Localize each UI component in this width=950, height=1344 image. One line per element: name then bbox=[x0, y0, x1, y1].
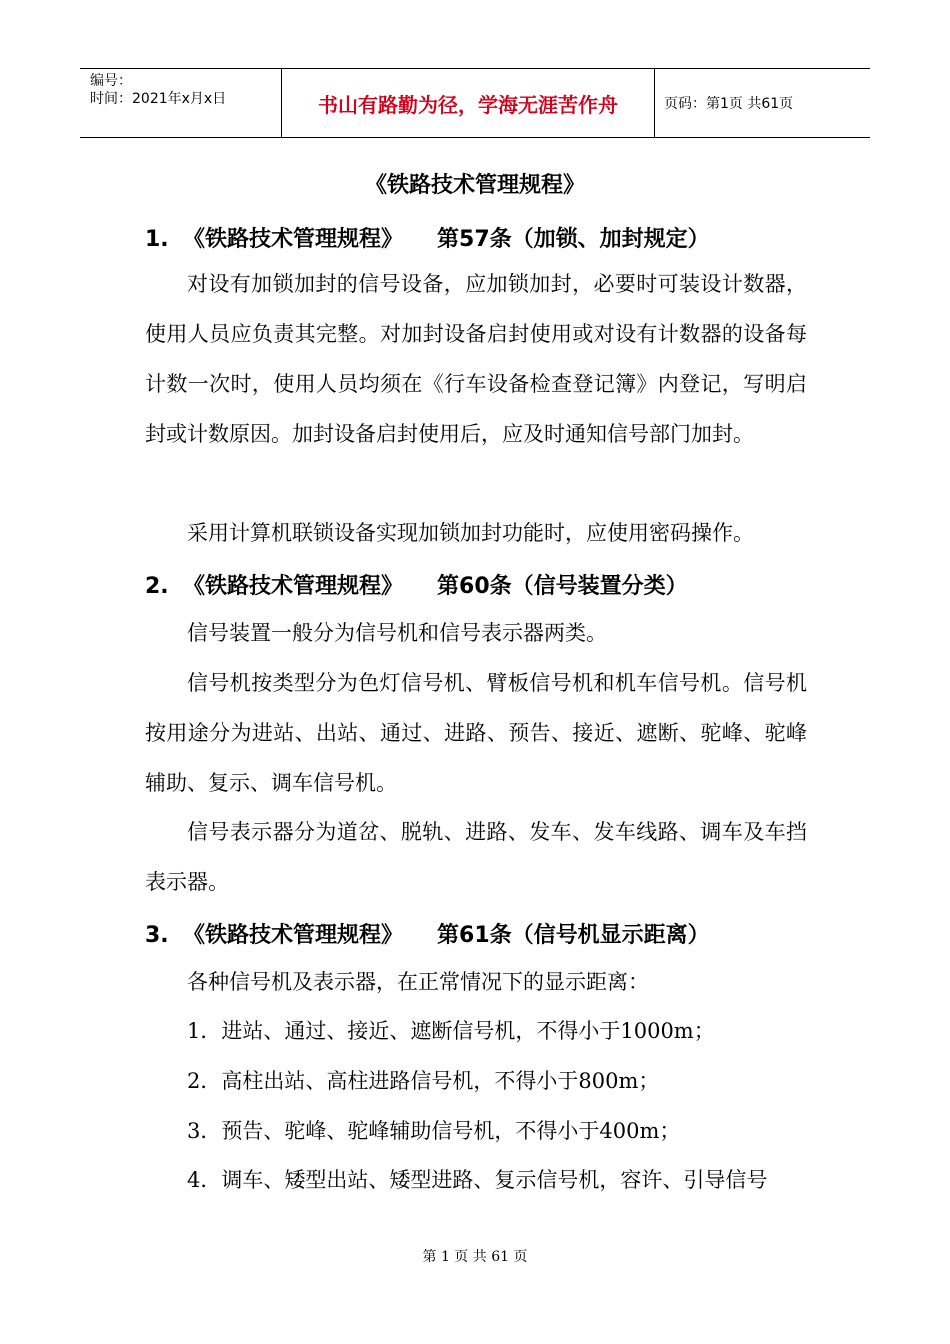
section-book-title: 《铁路技术管理规程》 bbox=[183, 923, 404, 948]
header-time-label: 时间：2021年x月x日 bbox=[90, 91, 227, 107]
section-article: 第61条（信号机显示距离） bbox=[437, 923, 710, 948]
page-footer: 第 1 页 共 61 页 bbox=[422, 1249, 528, 1265]
header-page-info: 页码：第1页 共61页 bbox=[664, 96, 794, 112]
paragraph: 对设有加锁加封的信号设备，应加锁加封，必要时可装设计数器，使用人员应负责其完整。对加封设备启封使用或对设有计数器的设备每计数一次时，使用人员均须在《行车设备检查登记簿》内登记，写明启封或计数原因。加封设备启封使用后，应及时通知信号部门加封。 bbox=[145, 272, 807, 446]
paragraph: 信号装置一般分为信号机和信号表示器两类。 bbox=[187, 621, 607, 645]
section-number: 3. bbox=[145, 923, 169, 948]
header-meta bbox=[80, 69, 282, 137]
section-book-title: 《铁路技术管理规程》 bbox=[183, 574, 404, 599]
paragraph: 各种信号机及表示器，在正常情况下的显示距离： bbox=[187, 970, 649, 994]
document-title: 《铁路技术管理规程》 bbox=[364, 173, 585, 198]
section-number: 2. bbox=[145, 574, 169, 599]
paragraph: 采用计算机联锁设备实现加锁加封功能时，应使用密码操作。 bbox=[187, 521, 754, 545]
section-number: 1. bbox=[145, 227, 169, 252]
paragraph: 信号机按类型分为色灯信号机、臂板信号机和机车信号机。信号机按用途分为进站、出站、通过、进路、预告、接近、遮断、驼峰、驼峰辅助、复示、调车信号机。 bbox=[145, 671, 807, 795]
list-item: 3．预告、驼峰、驼峰辅助信号机，不得小于400m； bbox=[187, 1119, 681, 1143]
section-heading bbox=[145, 918, 710, 949]
section-book-title: 《铁路技术管理规程》 bbox=[183, 227, 404, 252]
paragraph: 信号表示器分为道岔、脱轨、进路、发车、发车线路、调车及车挡表示器。 bbox=[145, 820, 807, 894]
section-heading bbox=[145, 222, 710, 253]
header-motto: 书山有路勤为径，学海无涯苦作舟 bbox=[282, 69, 655, 137]
header-number-label: 编号： bbox=[90, 73, 132, 89]
page-header bbox=[80, 68, 870, 138]
section-article: 第60条（信号装置分类） bbox=[437, 574, 688, 599]
section-article: 第57条（加锁、加封规定） bbox=[437, 227, 710, 252]
section-heading bbox=[145, 569, 688, 600]
list-item: 2．高柱出站、高柱进路信号机，不得小于800m； bbox=[187, 1069, 660, 1093]
list-item: 4．调车、矮型出站、矮型进路、复示信号机，容许、引导信号 bbox=[187, 1168, 768, 1192]
list-item: 1．进站、通过、接近、遮断信号机，不得小于1000m； bbox=[187, 1019, 715, 1043]
